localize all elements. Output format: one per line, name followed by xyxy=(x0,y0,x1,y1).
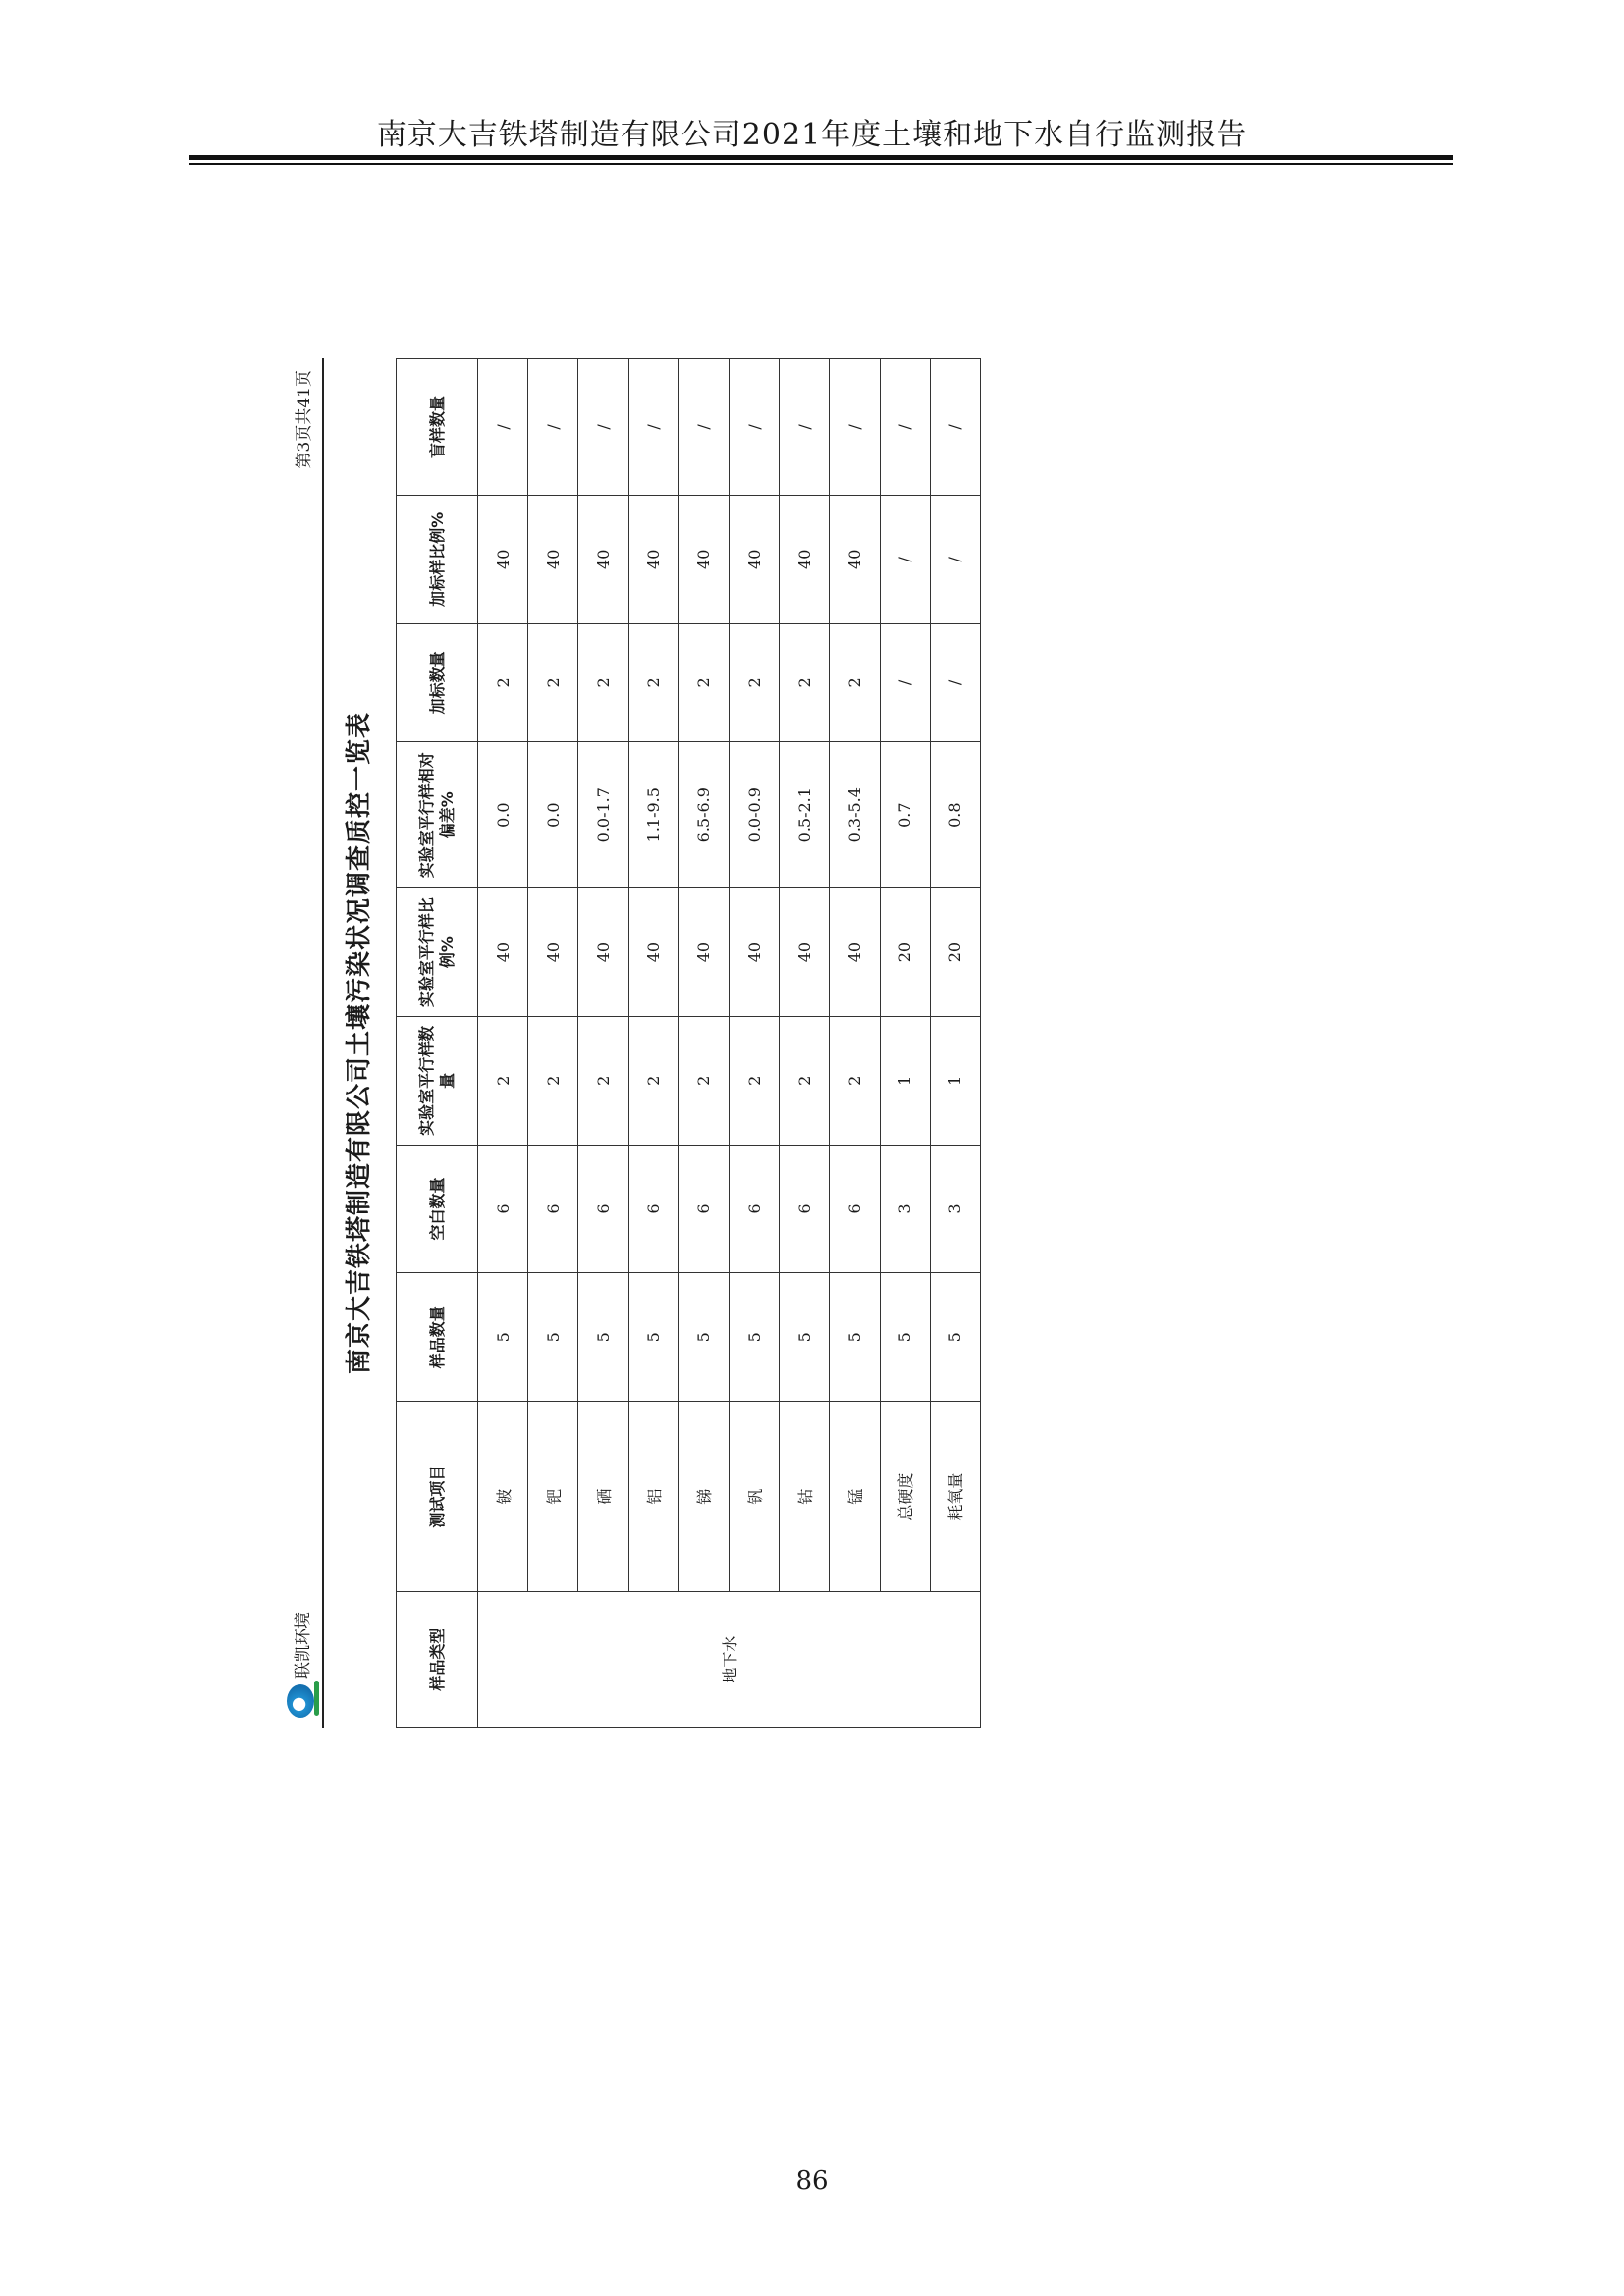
table-cell: 20 xyxy=(880,888,930,1017)
table-cell: 40 xyxy=(729,495,779,623)
table-cell: 40 xyxy=(628,888,678,1017)
table-cell: 6 xyxy=(578,1145,628,1273)
table-cell: 2 xyxy=(729,623,779,742)
table-cell: 40 xyxy=(678,888,729,1017)
column-header: 实验室平行样数量 xyxy=(397,1016,478,1145)
table-cell: 6 xyxy=(528,1145,578,1273)
table-cell: 3 xyxy=(880,1145,930,1273)
table-cell: 40 xyxy=(780,495,830,623)
table-cell: 2 xyxy=(478,623,528,742)
table-cell: 0.0 xyxy=(478,742,528,888)
table-cell: 2 xyxy=(729,1016,779,1145)
table-cell: 40 xyxy=(780,888,830,1017)
table-cell: 铝 xyxy=(628,1402,678,1592)
table-cell: 2 xyxy=(478,1016,528,1145)
sample-type-cell: 地下水 xyxy=(478,1592,981,1728)
table-cell: 钴 xyxy=(780,1402,830,1592)
header-rule-thin xyxy=(189,163,1453,165)
table-cell: 2 xyxy=(780,623,830,742)
table-cell: 6 xyxy=(478,1145,528,1273)
table-cell: 6 xyxy=(678,1145,729,1273)
table-cell: 6 xyxy=(628,1145,678,1273)
table-cell: / xyxy=(930,359,980,496)
table-cell: 5 xyxy=(930,1273,980,1402)
table-cell: 铍 xyxy=(478,1402,528,1592)
table-cell: 20 xyxy=(930,888,980,1017)
table-cell: 40 xyxy=(678,495,729,623)
table-cell: 2 xyxy=(830,623,880,742)
table-row xyxy=(578,359,628,1728)
logo-text: 联凯环境 xyxy=(293,1612,313,1679)
table-row xyxy=(678,359,729,1728)
table-row xyxy=(628,359,678,1728)
table-cell: 5 xyxy=(628,1273,678,1402)
page-number: 86 xyxy=(795,2166,829,2196)
table-cell: 2 xyxy=(678,1016,729,1145)
table-cell: 锰 xyxy=(830,1402,880,1592)
table-cell: 40 xyxy=(578,888,628,1017)
table-cell: 1.1-9.5 xyxy=(628,742,678,888)
table-row xyxy=(528,359,578,1728)
column-header: 加标样比例% xyxy=(397,495,478,623)
table-cell: 40 xyxy=(528,888,578,1017)
table-cell: 40 xyxy=(578,495,628,623)
table-cell: 40 xyxy=(830,495,880,623)
table-cell: / xyxy=(880,623,930,742)
table-cell: 0.0-0.9 xyxy=(729,742,779,888)
table-cell: 1 xyxy=(880,1016,930,1145)
table-cell: 硒 xyxy=(578,1402,628,1592)
column-header: 测试项目 xyxy=(397,1402,478,1592)
table-cell: 0.3-5.4 xyxy=(830,742,880,888)
table-row xyxy=(729,359,779,1728)
table-cell: 40 xyxy=(528,495,578,623)
table-cell: / xyxy=(528,359,578,496)
table-cell: 5 xyxy=(678,1273,729,1402)
column-header: 空白数量 xyxy=(397,1145,478,1273)
table-cell: / xyxy=(478,359,528,496)
table-cell: 2 xyxy=(578,623,628,742)
inner-page-info: 第3页共41页 xyxy=(295,370,314,469)
table-cell: 2 xyxy=(628,1016,678,1145)
rotated-report-page xyxy=(280,358,1026,1728)
table-cell: 2 xyxy=(578,1016,628,1145)
table-cell: 5 xyxy=(578,1273,628,1402)
table-cell: 1 xyxy=(930,1016,980,1145)
table-cell: 0.0 xyxy=(528,742,578,888)
table-cell: 5 xyxy=(830,1273,880,1402)
table-cell: / xyxy=(880,495,930,623)
table-cell: 40 xyxy=(830,888,880,1017)
table-title: 南京大吉铁塔制造有限公司土壤污染状况调查质控一览表 xyxy=(345,712,374,1375)
table-cell: / xyxy=(880,359,930,496)
table-cell: 40 xyxy=(478,495,528,623)
table-cell: 锑 xyxy=(678,1402,729,1592)
table-cell: 6.5-6.9 xyxy=(678,742,729,888)
table-cell: 5 xyxy=(780,1273,830,1402)
table-cell: / xyxy=(628,359,678,496)
inner-header-rule xyxy=(322,358,324,1728)
table-cell: / xyxy=(830,359,880,496)
report-header-title: 南京大吉铁塔制造有限公司2021年度土壤和地下水自行监测报告 xyxy=(376,118,1248,152)
qc-table xyxy=(396,358,981,1728)
column-header: 样品类型 xyxy=(397,1592,478,1728)
table-cell: 钒 xyxy=(729,1402,779,1592)
table-cell: / xyxy=(578,359,628,496)
header-rule-thick xyxy=(189,155,1453,160)
table-row xyxy=(930,359,980,1728)
table-row xyxy=(830,359,880,1728)
table-row xyxy=(478,359,528,1728)
table-cell: 耗氧量 xyxy=(930,1402,980,1592)
column-header: 实验室平行样相对偏差% xyxy=(397,742,478,888)
company-logo xyxy=(280,1612,321,1718)
column-header: 盲样数量 xyxy=(397,359,478,496)
table-cell: 0.8 xyxy=(930,742,980,888)
table-cell: 6 xyxy=(830,1145,880,1273)
column-header: 实验室平行样比例% xyxy=(397,888,478,1017)
table-cell: 3 xyxy=(930,1145,980,1273)
table-cell: 2 xyxy=(628,623,678,742)
table-header-row xyxy=(397,359,478,1728)
table-cell: 总硬度 xyxy=(880,1402,930,1592)
table-cell: 6 xyxy=(780,1145,830,1273)
table-cell: 2 xyxy=(830,1016,880,1145)
table-row xyxy=(780,359,830,1728)
logo-icon xyxy=(287,1684,314,1718)
table-cell: 0.7 xyxy=(880,742,930,888)
table-cell: 2 xyxy=(678,623,729,742)
table-cell: / xyxy=(930,495,980,623)
table-cell: / xyxy=(780,359,830,496)
table-row xyxy=(880,359,930,1728)
table-cell: 2 xyxy=(528,623,578,742)
column-header: 样品数量 xyxy=(397,1273,478,1402)
table-cell: / xyxy=(930,623,980,742)
column-header: 加标数量 xyxy=(397,623,478,742)
table-cell: 5 xyxy=(729,1273,779,1402)
table-cell: 2 xyxy=(780,1016,830,1145)
table-cell: 40 xyxy=(628,495,678,623)
table-cell: 钯 xyxy=(528,1402,578,1592)
table-cell: 6 xyxy=(729,1145,779,1273)
table-cell: 0.0-1.7 xyxy=(578,742,628,888)
table-cell: / xyxy=(729,359,779,496)
table-cell: 5 xyxy=(528,1273,578,1402)
table-cell: 2 xyxy=(528,1016,578,1145)
table-cell: 40 xyxy=(729,888,779,1017)
table-cell: / xyxy=(678,359,729,496)
table-cell: 40 xyxy=(478,888,528,1017)
table-cell: 5 xyxy=(478,1273,528,1402)
table-cell: 5 xyxy=(880,1273,930,1402)
table-cell: 0.5-2.1 xyxy=(780,742,830,888)
